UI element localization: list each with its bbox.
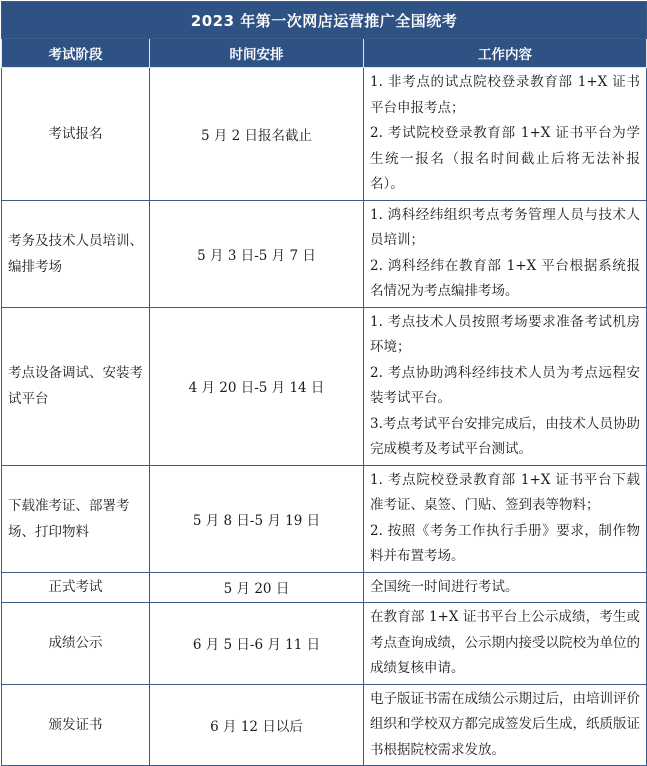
table-row [2, 465, 647, 572]
stage-cell: 正式考试 [2, 572, 150, 603]
time-cell: 6 月 12 日以后 [150, 684, 364, 766]
header-time: 时间安排 [150, 39, 364, 68]
work-item: 1. 考点院校登录教育部 1+X 证书平台下载准考证、桌签、门贴、签到表等物料； [370, 471, 641, 513]
time-cell: 6 月 5 日-6 月 11 日 [150, 603, 364, 685]
work-cell [364, 68, 647, 201]
exam-schedule [1, 1, 646, 758]
stage-cell: 成绩公示 [2, 603, 150, 685]
table-row [2, 68, 647, 201]
table-row [2, 684, 647, 766]
schedule-table [1, 1, 647, 766]
table-title: 2023 年第一次网店运营推广全国统考 [2, 2, 647, 39]
work-cell [364, 603, 647, 685]
work-item: 1. 鸿科经纬组织考点考务管理人员与技术人员培训； [370, 206, 641, 248]
work-item: 3.考点考试平台安排完成后，由技术人员协助完成模考及考试平台测试。 [370, 415, 641, 457]
work-item: 2. 考试院校登录教育部 1+X 证书平台为学生统一报名（报名时间截止后将无法补报名）。 [370, 125, 641, 192]
work-cell [364, 684, 647, 766]
work-item: 1. 非考点的试点院校登录教育部 1+X 证书平台申报考点； [370, 74, 641, 116]
time-cell: 5 月 2 日报名截止 [150, 68, 364, 201]
stage-cell: 考试报名 [2, 68, 150, 201]
work-cell [364, 465, 647, 572]
table-row [2, 307, 647, 465]
header-row [2, 39, 647, 68]
work-item: 电子版证书需在成绩公示期过后，由培训评价组织和学校双方都完成签发后生成，纸质版证书根据院校需求发放。 [370, 690, 641, 758]
table-row [2, 572, 647, 603]
stage-cell: 颁发证书 [2, 684, 150, 766]
time-cell: 5 月 3 日-5 月 7 日 [150, 200, 364, 307]
table-row [2, 603, 647, 685]
work-item: 2. 按照《考务工作执行手册》要求，制作物料并布置考场。 [370, 522, 641, 564]
table-row [2, 200, 647, 307]
work-cell [364, 307, 647, 465]
header-stage: 考试阶段 [2, 39, 150, 68]
stage-cell: 考务及技术人员培训、 编排考场 [2, 200, 150, 307]
work-item: 2. 考点协助鸿科经纬技术人员为考点远程安装考试平台。 [370, 364, 641, 406]
stage-cell: 考点设备调试、安装考试平台 [2, 307, 150, 465]
time-cell: 5 月 20 日 [150, 572, 364, 603]
work-item: 在教育部 1+X 证书平台上公示成绩，考生或考点查询成绩，公示期内接受以院校为单位的成绩复核申请。 [370, 609, 641, 676]
work-item: 1. 考点技术人员按照考场要求准备考试机房环境； [370, 313, 641, 355]
time-cell: 5 月 8 日-5 月 19 日 [150, 465, 364, 572]
work-item: 全国统一时间进行考试。 [370, 578, 519, 595]
stage-cell: 下载准考证、部署考场、打印物料 [2, 465, 150, 572]
header-work: 工作内容 [364, 39, 647, 68]
time-cell: 4 月 20 日-5 月 14 日 [150, 307, 364, 465]
work-cell [364, 572, 647, 603]
work-item: 2. 鸿科经纬在教育部 1+X 平台根据系统报名情况为考点编排考场。 [370, 257, 641, 299]
work-cell [364, 200, 647, 307]
